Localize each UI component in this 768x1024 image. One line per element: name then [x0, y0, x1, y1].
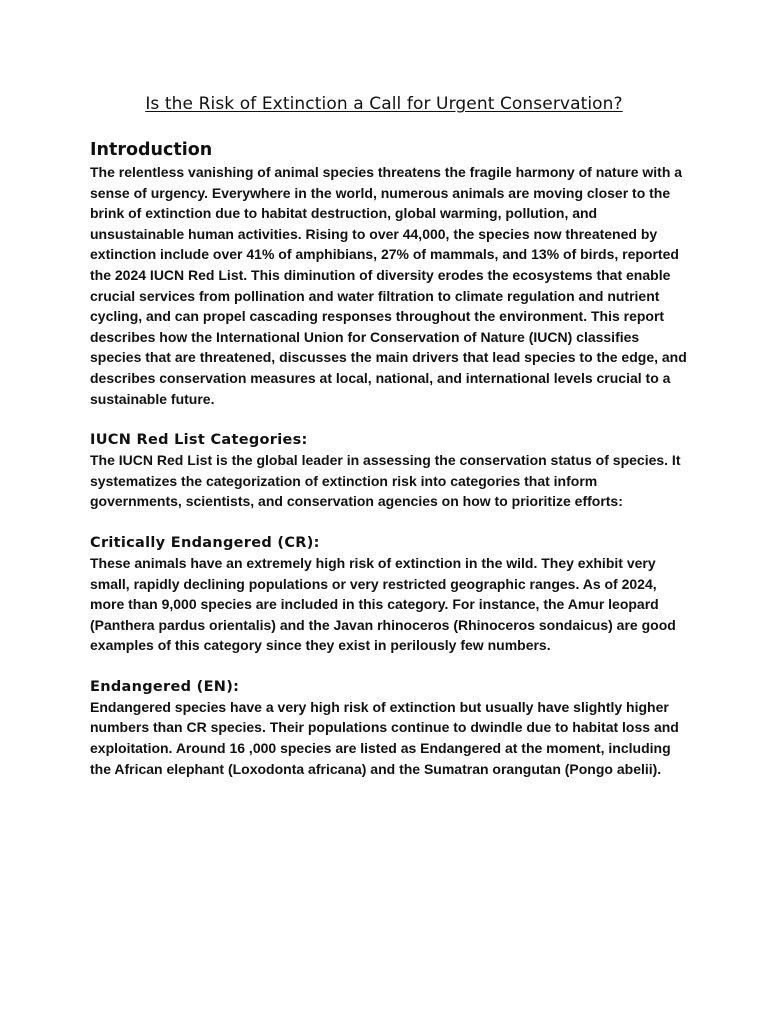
document-body	[90, 138, 690, 779]
spacer	[90, 512, 690, 533]
section-heading-endangered: Endangered (EN):	[90, 678, 240, 695]
section-heading-critically-endangered: Critically Endangered (CR):	[90, 534, 320, 551]
section-paragraph-endangered: Endangered species have a very high risk of extinction but usually have slightly higher numbers than CR species. Their populations continue to dwindle due to habitat loss and exploitation. Around 16 ,000 species are listed as Endangered at the moment, including the African elephant (Loxodonta africana) and the Sumatran orangutan (Pongo abelii).	[90, 698, 679, 777]
introduction-paragraph: The relentless vanishing of animal species threatens the fragile harmony of nature with a sense of urgency. Everywhere in the world, numerous animals are moving closer to the brink of extinction due to habitat destruction, global warming, pollution, and unsustainable human activities. Rising to over 44,000, the species now threatened by extinction include over 41% of amphibians, 27% of mammals, and 13% of birds, reported the 2024 IUCN Red List. This diminution of diversity erodes the ecosystems that enable crucial services from pollination and water filtration to climate regulation and nutrient cycling, and can propel cascading responses throughout the environment. This report describes how the International Union for Conservation of Nature (IUCN) classifies species that are threatened, discusses the main drivers that lead species to the edge, and describes conservation measures at local, national, and international levels crucial to a sustainable future.	[90, 164, 687, 407]
section-paragraph-critically-endangered: These animals have an extremely high risk of extinction in the wild. They exhibit very small, rapidly declining populations or very restricted geographic ranges. As of 2024, more than 9,000 species are included in this category. For instance, the Amur leopard (Panthera pardus orientalis) and the Javan rhinoceros (Rhinoceros sondaicus) are good examples of this category since they exist in perilously few numbers.	[90, 554, 676, 654]
introduction-heading: Introduction	[90, 140, 213, 160]
document-title: Is the Risk of Extinction a Call for Urgent Conservation?	[145, 94, 623, 114]
spacer	[90, 409, 690, 430]
section-heading-iucn-red-list: IUCN Red List Categories:	[90, 432, 308, 449]
spacer	[90, 656, 690, 677]
section-paragraph-iucn-red-list: The IUCN Red List is the global leader in assessing the conservation status of species. It systematizes the categorization of extinction risk into categories that inform governments, scientists, and conservation agencies on how to prioritize efforts:	[90, 452, 681, 510]
